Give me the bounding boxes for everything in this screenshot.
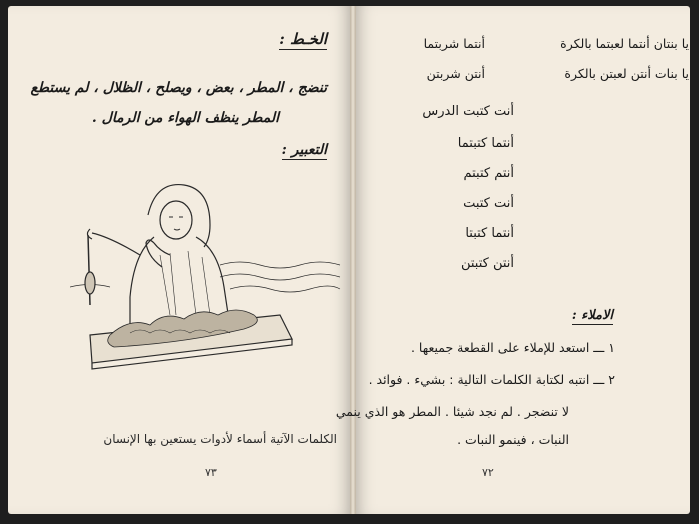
- table-row-1-left: أنتما شربتما: [423, 36, 485, 51]
- table-row-2-left: أنتن شربتن: [426, 66, 485, 81]
- table-row-2-right: يا بنات أنتن لعبتن بالكرة: [564, 66, 689, 81]
- dictation-item-2-dash: ـــ: [589, 372, 605, 387]
- dictation-item-1-number: ١: [608, 340, 615, 355]
- caption-line: الكلمات الآتية أسماء لأدوات يستعين بها الإنسان: [103, 432, 337, 446]
- dictation-item-1: [411, 340, 615, 355]
- dictation-continuation-2: النبات ، فينمو النبات .: [457, 432, 569, 447]
- book-gutter: [350, 6, 356, 514]
- table-row-1-right: يا بنتان أنتما لعبتما بالكرة: [560, 36, 689, 51]
- dictation-continuation-1: لا تنضجر . لم نجد شيئا . المطر هو الذي ينمي: [335, 404, 569, 419]
- dictation-heading: الاملاء :: [571, 308, 613, 323]
- dictation-item-1-text: استعد للإملاء على القطعة جميعها .: [410, 340, 590, 355]
- page-number-right: ٧٢: [482, 466, 494, 479]
- conjugation-4: أنت كتبت: [463, 196, 514, 211]
- dictation-item-2-text: انتبه لكتابة الكلمات التالية : بشيء . فوائد .: [368, 372, 590, 387]
- handwriting-line-1: تنضج ، المطر ، بعض ، ويصلح ، الظلال ، لم يستطع: [30, 80, 327, 96]
- page-number-left: ٧٣: [205, 466, 217, 479]
- dictation-item-2: [369, 372, 615, 387]
- expression-heading: التعبير :: [281, 142, 327, 158]
- dictation-item-1-dash: ـــ: [589, 340, 605, 355]
- conjugation-1: أنت كتبت الدرس: [422, 104, 514, 119]
- dictation-item-2-number: ٢: [608, 372, 615, 387]
- handwriting-line-2: المطر ينظف الهواء من الرمال .: [91, 110, 279, 126]
- conjugation-3: أنتم كتبتم: [463, 166, 514, 181]
- girl-illustration: [70, 175, 350, 370]
- handwriting-heading: الخـط :: [279, 30, 327, 48]
- conjugation-6: أنتن كتبتن: [460, 256, 514, 271]
- conjugation-2: أنتما كتبتما: [457, 136, 514, 151]
- conjugation-5: أنتما كتبتا: [465, 226, 514, 241]
